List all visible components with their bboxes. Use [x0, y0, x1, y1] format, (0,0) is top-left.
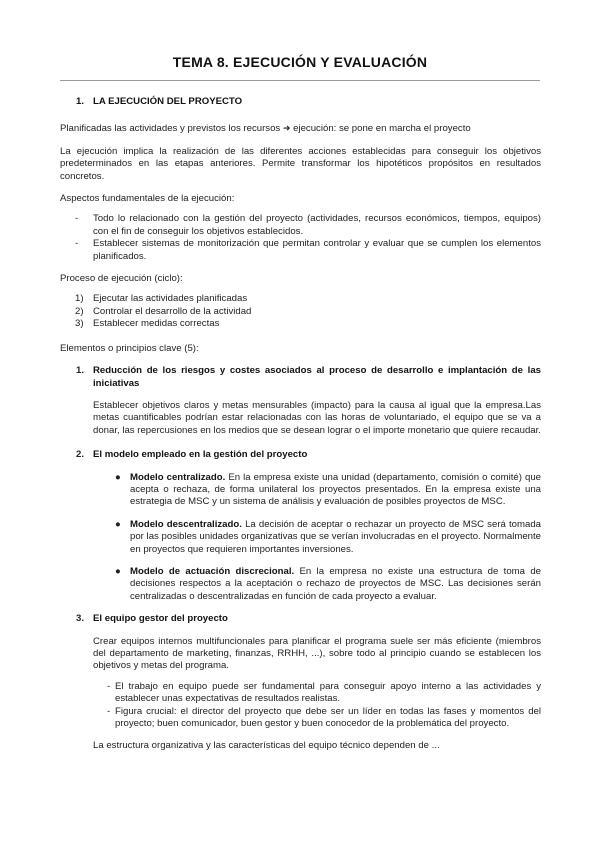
- principles-label: Elementos o principios clave (5):: [60, 342, 199, 354]
- step-text: Ejecutar las actividades planificadas: [93, 293, 248, 305]
- list-item: [93, 566, 541, 603]
- dash-marker: -: [107, 680, 111, 692]
- intro-text-after: ejecución: se pone en marcha el proyecto: [293, 123, 471, 135]
- bullet-marker: ●: [115, 565, 121, 577]
- principle-number: 1.: [76, 365, 85, 377]
- aspects-list: [60, 213, 541, 263]
- model-text: En la empresa existe una unidad (departamento, comisión o comité) que acepta o rechaza, de forma unilateral los proyectos presentados. En la empresa existe una estrategia de MSC y un sistema de análisis y evaluación de posibles proyectos de MSC.: [130, 471, 541, 508]
- list-item: [93, 472, 541, 509]
- model-name: Modelo de actuación discrecional.: [130, 565, 295, 577]
- team-points-list: [93, 681, 541, 731]
- model-text: En la empresa no existe una estructura de toma de decisiones respectos a la aceptación o rechazo de proyectos de MSC. Las decisiones serán centralizadas o descentralizadas en función de cada proyecto a evaluar.: [130, 565, 541, 602]
- document-body: [60, 96, 541, 753]
- principle-number: 2.: [76, 449, 85, 461]
- step-marker: 1): [75, 293, 84, 305]
- list-item: [60, 318, 541, 330]
- models-list: [60, 472, 541, 604]
- step-text: Establecer medidas correctas: [93, 318, 220, 330]
- dash-marker: -: [75, 213, 79, 225]
- list-item: [93, 681, 541, 706]
- model-text: La decisión de aceptar o rechazar un proyecto de MSC será tomada por las posibles unidades organizativas que se verían involucradas en el proyecto. Normalmente en proyectos que requieren importantes inversiones.: [130, 518, 541, 555]
- list-item: [60, 213, 541, 238]
- process-steps: [60, 293, 541, 330]
- step-marker: 2): [75, 305, 84, 317]
- model-description: [130, 566, 541, 603]
- dash-marker: -: [107, 705, 111, 717]
- list-item: [93, 706, 541, 731]
- principle-title: Reducción de los riesgos y costes asociados al proceso de desarrollo e implantación de las iniciativas: [93, 365, 541, 389]
- title-divider: [60, 80, 540, 81]
- section-title: LA EJECUCIÓN DEL PROYECTO: [93, 96, 243, 107]
- process-label: Proceso de ejecución (ciclo):: [60, 273, 183, 285]
- dash-marker: -: [75, 238, 79, 250]
- principle-body: Establecer objetivos claros y metas mensurables (impacto) para la causa al igual que la empresa.Las metas cuantificables podrían estar relacionadas con las horas de voluntariado, el equipo que se va a donar, las repercusiones en los medios que se desean lograr o el importe monetario que quiere recaudar.: [93, 399, 541, 436]
- step-marker: 3): [75, 318, 84, 330]
- principle-heading: [60, 365, 541, 390]
- list-item: [60, 293, 541, 305]
- list-item-text: El trabajo en equipo puede ser fundamental para conseguir apoyo interno a las actividades y establecer unas expectativas de resultados realistas.: [115, 680, 541, 705]
- model-description: [130, 472, 541, 509]
- list-item-text: Establecer sistemas de monitorización que permitan controlar y evaluar que se cumplen los elementos planificados.: [93, 238, 541, 262]
- bullet-marker: ●: [115, 471, 121, 483]
- model-description: [130, 519, 541, 556]
- execution-paragraph: La ejecución implica la realización de las diferentes acciones establecidas para conseguir los objetivos predeterminados en las etapas anteriores. Permite transformar los hipotéticos propósitos en resultados concretos.: [60, 145, 541, 182]
- principle-body: Crear equipos internos multifuncionales para planificar el programa suele ser más eficiente (miembros del departamento de marketing, finanzas, RRHH, ...), sobre todo al principio cuando se establecen los objetivos y metas del programa.: [93, 635, 541, 672]
- principle-content: [60, 636, 541, 753]
- arrow-right-icon: ➜: [282, 123, 291, 134]
- list-item: [93, 519, 541, 556]
- intro-line: [60, 122, 541, 135]
- step-text: Controlar el desarrollo de la actividad: [93, 305, 252, 317]
- principle-title: El equipo gestor del proyecto: [93, 613, 228, 625]
- principle-heading: [60, 449, 541, 461]
- principle-title: El modelo empleado en la gestión del proyecto: [93, 449, 308, 461]
- bullet-marker: ●: [115, 518, 121, 530]
- list-item: [60, 306, 541, 318]
- page-title: TEMA 8. EJECUCIÓN Y EVALUACIÓN: [172, 54, 428, 70]
- section-number: 1.: [76, 96, 85, 107]
- section-heading: [60, 96, 541, 108]
- model-name: Modelo descentralizado.: [130, 518, 242, 530]
- model-name: Modelo centralizado.: [130, 471, 226, 483]
- closing-line: La estructura organizativa y las características del equipo técnico dependen de ...: [93, 740, 440, 752]
- intro-text-before: Planificadas las actividades y previstos los recursos: [60, 123, 281, 135]
- principle-heading: [60, 613, 541, 625]
- aspects-label: Aspectos fundamentales de la ejecución:: [60, 193, 235, 205]
- list-item-text: Figura crucial: el director del proyecto que debe ser un líder en todas las fases y momentos del proyecto; buen comunicador, buen gestor y buen conocedor de la problemática del proyecto.: [115, 705, 541, 730]
- list-item: [60, 238, 541, 263]
- list-item-text: Todo lo relacionado con la gestión del proyecto (actividades, recursos económicos, tiempos, equipos) con el fin de conseguir los objetivos establecidos.: [93, 213, 541, 237]
- principle-number: 3.: [76, 613, 85, 625]
